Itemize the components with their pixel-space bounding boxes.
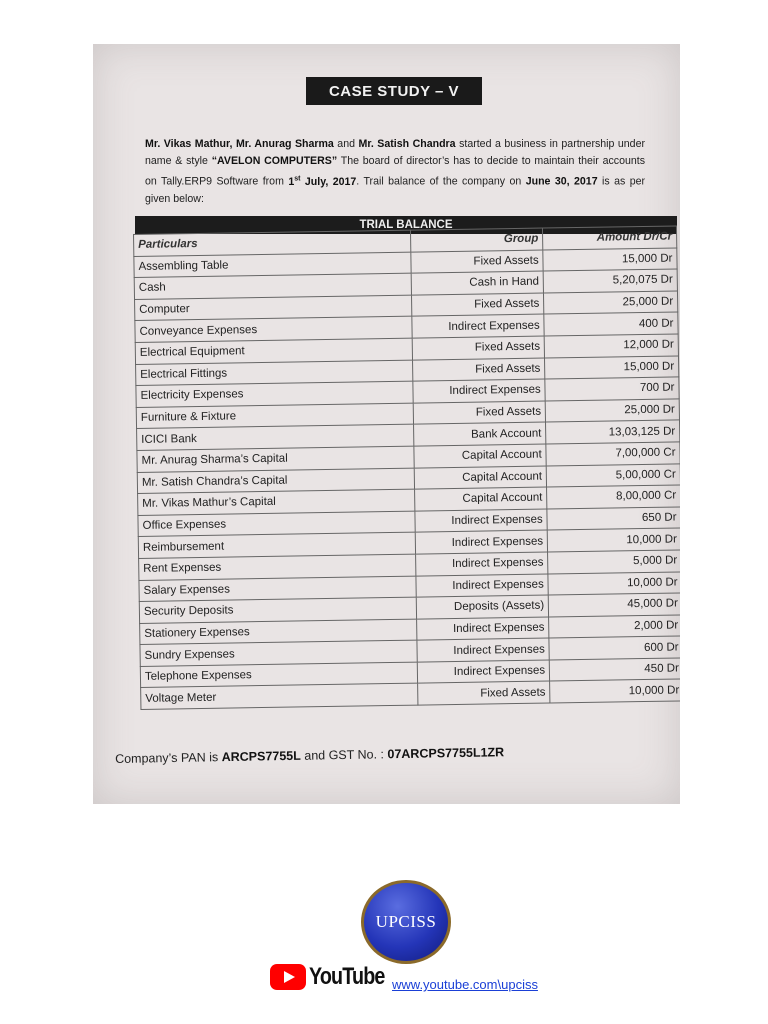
cell-group: Fixed Assets xyxy=(411,250,543,274)
youtube-channel-link[interactable]: www.youtube.com\upciss xyxy=(392,977,538,992)
trial-balance-table xyxy=(133,225,680,710)
cell-amount: 700 Dr xyxy=(545,377,679,401)
partner-three-name: Mr. Satish Chandra xyxy=(358,138,456,150)
logo-text: UPCISS xyxy=(375,912,437,931)
cell-amount: 25,000 Dr xyxy=(545,399,679,423)
cell-group: Capital Account xyxy=(415,466,547,490)
gst-number: 07ARCPS7755L1ZR xyxy=(387,745,505,762)
cell-particulars: Furniture & Fixture xyxy=(136,403,414,429)
cell-amount: 25,000 Dr xyxy=(544,291,678,315)
cell-amount: 45,000 Dr xyxy=(548,593,680,617)
partners-names: Mr. Vikas Mathur, Mr. Anurag Sharma xyxy=(145,138,334,150)
cell-amount: 400 Dr xyxy=(544,312,678,336)
cell-particulars: Electricity Expenses xyxy=(136,381,414,407)
pan-number: ARCPS7755L xyxy=(221,748,301,765)
cell-particulars: Computer xyxy=(135,295,413,321)
cell-group: Indirect Expenses xyxy=(415,509,547,533)
cell-particulars: Stationery Expenses xyxy=(140,619,418,645)
cell-group: Capital Account xyxy=(414,444,546,468)
balance-date: June 30, 2017 xyxy=(525,175,598,188)
youtube-logo xyxy=(270,963,401,991)
cell-particulars: Office Expenses xyxy=(138,511,416,537)
cell-particulars: Sundry Expenses xyxy=(140,640,418,666)
case-study-photo xyxy=(93,44,680,804)
cell-amount: 600 Dr xyxy=(549,636,680,660)
cell-amount: 450 Dr xyxy=(549,658,680,682)
pan-gst-line: Company’s PAN is ARCPS7755L and GST No. : 07ARCPS7755L1ZR xyxy=(115,745,505,766)
cell-amount: 12,000 Dr xyxy=(544,334,678,358)
company-name: “AVELON COMPUTERS” xyxy=(211,155,338,167)
cell-amount: 15,000 Dr xyxy=(543,248,677,272)
header-group: Group xyxy=(411,228,543,252)
cell-group: Indirect Expenses xyxy=(413,379,545,403)
cell-amount: 13,03,125 Dr xyxy=(546,420,680,444)
cell-group: Indirect Expenses xyxy=(417,617,549,641)
case-study-title: CASE STUDY – V xyxy=(306,77,482,105)
cell-amount: 7,00,000 Cr xyxy=(546,442,680,466)
upciss-logo xyxy=(361,880,451,964)
cell-amount: 15,000 Dr xyxy=(545,356,679,380)
intro-paragraph: Mr. Vikas Mathur, Mr. Anurag Sharma and Mr. Satish Chandra started a business in partnership under name & style “AVELON COMPUTERS” The board of director’s has to decide to maintain their accounts on Tally.ERP9 Software from 1st July, 2017. Trail balance of the company on June 30, 2017 is as per given below: xyxy=(145,138,646,205)
cell-group: Bank Account xyxy=(414,422,546,446)
cell-group: Indirect Expenses xyxy=(417,638,549,662)
cell-particulars: Mr. Vikas Mathur’s Capital xyxy=(138,489,416,515)
cell-group: Fixed Assets xyxy=(418,681,550,705)
cell-particulars: Rent Expenses xyxy=(139,554,417,580)
youtube-wordmark: YouTube xyxy=(309,963,385,990)
cell-amount: 5,20,075 Dr xyxy=(543,269,677,293)
cell-particulars: ICICI Bank xyxy=(137,424,415,450)
cell-amount: 650 Dr xyxy=(547,507,680,531)
cell-group: Fixed Assets xyxy=(412,293,544,317)
cell-amount: 10,000 Dr xyxy=(547,528,680,552)
cell-particulars: Electrical Equipment xyxy=(135,338,413,364)
cell-group: Indirect Expenses xyxy=(412,314,544,338)
cell-group: Fixed Assets xyxy=(414,401,546,425)
cell-group: Fixed Assets xyxy=(413,336,545,360)
cell-amount: 5,000 Dr xyxy=(548,550,680,574)
cell-amount: 10,000 Dr xyxy=(550,679,680,703)
cell-amount: 8,00,000 Cr xyxy=(547,485,680,509)
cell-group: Deposits (Assets) xyxy=(417,595,549,619)
cell-group: Capital Account xyxy=(415,487,547,511)
cell-particulars: Voltage Meter xyxy=(141,684,419,710)
cell-amount: 5,00,000 Cr xyxy=(546,463,680,487)
cell-amount: 10,000 Dr xyxy=(548,571,680,595)
cell-particulars: Conveyance Expenses xyxy=(135,316,413,342)
cell-group: Indirect Expenses xyxy=(416,552,548,576)
cell-particulars: Security Deposits xyxy=(139,597,417,623)
cell-particulars: Mr. Satish Chandra’s Capital xyxy=(137,468,415,494)
cell-group: Cash in Hand xyxy=(412,271,544,295)
table-body xyxy=(134,248,680,710)
cell-particulars: Mr. Anurag Sharma’s Capital xyxy=(137,446,415,472)
cell-particulars: Telephone Expenses xyxy=(140,662,418,688)
cell-amount: 2,000 Dr xyxy=(549,615,680,639)
cell-particulars: Reimbursement xyxy=(138,532,416,558)
header-amount: Amount Dr/Cr xyxy=(543,226,677,250)
youtube-play-icon xyxy=(270,964,306,990)
cell-particulars: Salary Expenses xyxy=(139,576,417,602)
cell-particulars: Cash xyxy=(134,273,412,299)
cell-particulars: Electrical Fittings xyxy=(136,360,414,386)
header-particulars: Particulars xyxy=(134,230,412,256)
cell-particulars: Assembling Table xyxy=(134,252,412,278)
cell-group: Indirect Expenses xyxy=(416,530,548,554)
cell-group: Indirect Expenses xyxy=(418,660,550,684)
cell-group: Fixed Assets xyxy=(413,358,545,382)
trial-balance-title: TRIAL BALANCE xyxy=(135,216,677,234)
cell-group: Indirect Expenses xyxy=(416,574,548,598)
